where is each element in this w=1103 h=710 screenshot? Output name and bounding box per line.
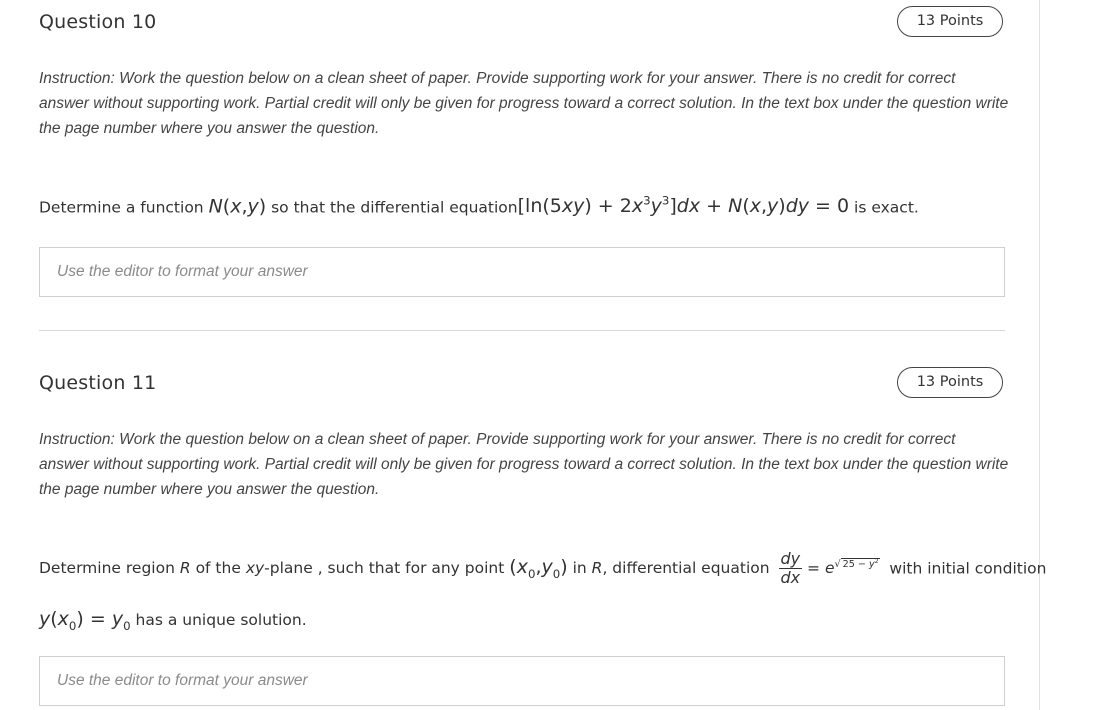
instruction-text: Instruction: Work the question below on a clean sheet of paper. Provide supporting work for your answer. There is no credit for correct answer without supporting work. Partial credit will only be given for progress toward a correct solution. In the text box under the question write the page number where you answer the question. xyxy=(39,431,1009,498)
prompt-text: R xyxy=(179,559,191,578)
math-ode: $\frac{dy}{dx}$ = $e^{√ 25 - y^2}$ xyxy=(780,549,879,587)
question-title: Question 11 xyxy=(39,372,157,394)
prompt-text: of the xyxy=(195,559,241,578)
prompt-text: Determine region xyxy=(39,559,175,578)
math-differential-equation: $[\ln(5xy) + 2x^3y^3]dx + N(x,y)dy = 0$ xyxy=(517,194,850,218)
answer-input[interactable] xyxy=(40,248,1004,296)
math-function-N: N(x,y) xyxy=(208,195,267,218)
page-right-border xyxy=(1039,0,1040,710)
answer-editor[interactable] xyxy=(39,247,1005,297)
prompt-text: so that the differential equation xyxy=(271,198,518,217)
question-prompt-continued xyxy=(39,608,307,633)
prompt-text: -plane , such that for any point xyxy=(264,559,505,578)
answer-input[interactable] xyxy=(40,657,1004,705)
instruction-text: Instruction: Work the question below on a clean sheet of paper. Provide supporting work for your answer. There is no credit for correct answer without supporting work. Partial credit will only be given for progress toward a correct solution. In the text box under the question write the page number where you answer the question. xyxy=(39,70,1009,137)
answer-editor[interactable] xyxy=(39,656,1005,706)
prompt-text: is exact. xyxy=(854,198,919,217)
prompt-text: xy xyxy=(245,559,265,578)
prompt-text: with initial condition xyxy=(889,559,1047,578)
question-title: Question 10 xyxy=(39,11,157,33)
question-divider xyxy=(39,330,1005,331)
points-badge: 13 Points xyxy=(897,367,1003,398)
prompt-text: has a unique solution. xyxy=(135,611,307,629)
prompt-text: Determine a function xyxy=(39,198,204,217)
question-prompt xyxy=(39,550,1046,587)
math-initial-point: $(x_0,y_0)$ xyxy=(509,556,568,581)
prompt-text: , differential equation xyxy=(602,559,770,578)
points-badge: 13 Points xyxy=(897,6,1003,37)
prompt-text: in xyxy=(572,559,587,578)
question-prompt xyxy=(39,194,919,217)
prompt-text: R xyxy=(591,559,603,578)
math-initial-condition: $y(x_0) = y_0$ xyxy=(39,608,131,633)
